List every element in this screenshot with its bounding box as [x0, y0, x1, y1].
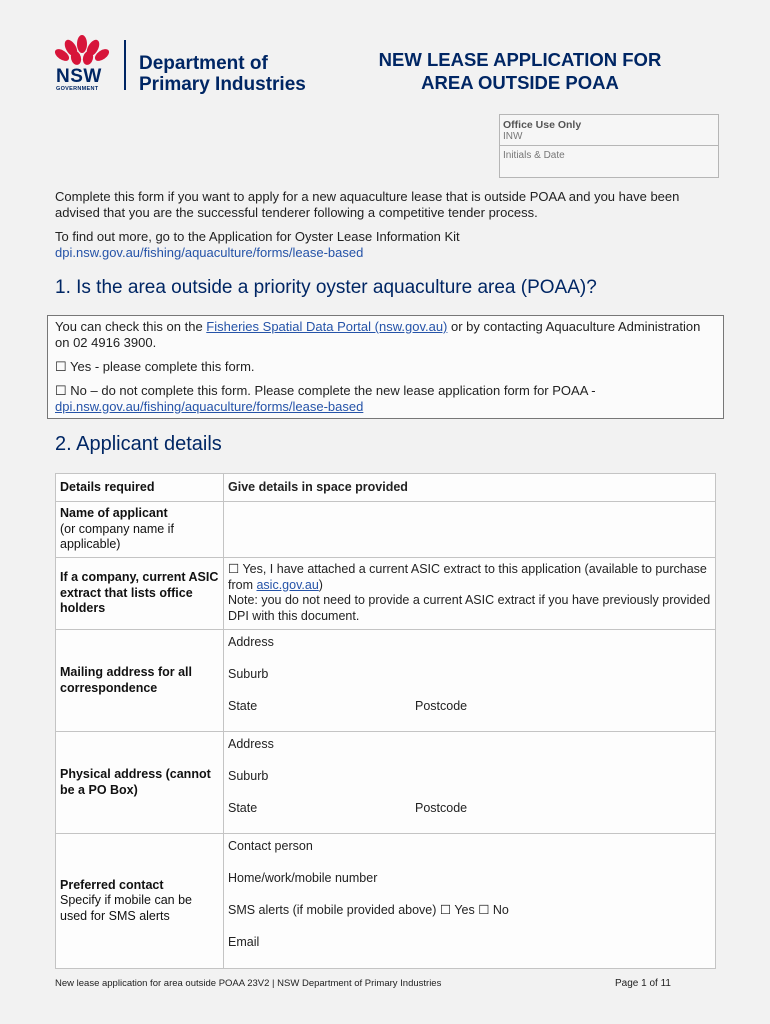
document-title: NEW LEASE APPLICATION FOR AREA OUTSIDE POAA [378, 49, 662, 93]
poaa-no-checkbox[interactable]: ☐ No – do not complete this form. Please complete the new lease application form for POAA - [55, 383, 596, 398]
contact-person-field[interactable]: Contact person [228, 839, 313, 853]
table-row [56, 502, 715, 558]
table-header-row [56, 474, 715, 502]
office-use-box [499, 114, 719, 178]
mail-state-field[interactable]: State [228, 699, 258, 713]
inw-field[interactable]: INW [503, 131, 523, 142]
poaa-form-link[interactable]: dpi.nsw.gov.au/fishing/aquaculture/forms/lease-based [55, 399, 364, 414]
intro-text: Complete this form if you want to apply for a new aquaculture lease that is outside POAA and you have been advised that you are the successful tenderer following a competitive tender process. To find out more, go to the Application for Oyster Lease Information Kit dpi.nsw.gov.au/fishing/aquaculture/forms/lease-based [55, 189, 680, 260]
name-label: Name of applicant [60, 506, 168, 521]
mailing-label: Mailing address for all correspondence [56, 630, 224, 731]
asic-label: If a company, current ASIC extract that lists office holders [56, 558, 224, 629]
table-row [56, 834, 715, 968]
phone-field[interactable]: Home/work/mobile number [228, 871, 378, 885]
poaa-check-box: You can check this on the Fisheries Spatial Data Portal (nsw.gov.au) or by contacting Aquaculture Administration on 02 4916 3900. ☐ Yes - please complete this form. ☐ No – do not complete this form. Please complete the new lease application form for POAA - dpi.nsw.gov.au/fishing/aquaculture/forms/lease-based [47, 315, 724, 419]
page-number: Page 1 of 11 [615, 978, 671, 989]
logo-sub: GOVERNMENT [56, 86, 99, 92]
asic-checkbox[interactable]: ☐ Yes, I have attached a current ASIC extract to this application (available to purchase from [228, 562, 707, 592]
section-2-heading: 2. Applicant details [55, 433, 222, 455]
logo-divider [124, 40, 126, 90]
table-row [56, 630, 715, 732]
logo-abbr: NSW [56, 66, 102, 87]
phys-state-field[interactable]: State [228, 801, 258, 815]
col-header-details: Details required [56, 474, 224, 501]
contact-label: Preferred contact [60, 877, 164, 892]
mail-postcode-field[interactable]: Postcode [415, 699, 468, 713]
name-sub: (or company name if applicable) [60, 521, 174, 552]
footer-text: New lease application for area outside POAA 23V2 | NSW Department of Primary Industries [55, 978, 442, 989]
info-kit-link[interactable]: dpi.nsw.gov.au/fishing/aquaculture/forms/lease-based [55, 245, 364, 260]
table-row: If a company, current ASIC extract that lists office holders ☐ Yes, I have attached a current ASIC extract to this application (available to purchase from asic.gov.au) Note: you do not need to provide a current ASIC extract if you have previously provided DPI with this document. [56, 558, 715, 630]
applicant-details-table [55, 473, 716, 969]
initials-date-field[interactable]: Initials & Date [503, 150, 565, 161]
sms-alerts-checkboxes[interactable]: SMS alerts (if mobile provided above) ☐ Yes ☐ No [228, 903, 509, 917]
table-row [56, 732, 715, 834]
office-use-label: Office Use Only [503, 119, 582, 131]
physical-label: Physical address (cannot be a PO Box) [56, 732, 224, 833]
contact-sub: Specify if mobile can be used for SMS alerts [60, 893, 193, 923]
phys-address-field[interactable]: Address [228, 737, 274, 751]
phys-postcode-field[interactable]: Postcode [415, 801, 468, 815]
waratah-logo-icon [52, 34, 112, 68]
section-1-heading: 1. Is the area outside a priority oyster aquaculture area (POAA)? [55, 277, 597, 298]
department-name: Department of Primary Industries [139, 53, 306, 95]
phys-suburb-field[interactable]: Suburb [228, 769, 269, 783]
asic-link[interactable]: asic.gov.au [256, 577, 319, 592]
email-field[interactable]: Email [228, 935, 260, 949]
mail-address-field[interactable]: Address [228, 635, 274, 649]
spatial-portal-link[interactable]: Fisheries Spatial Data Portal (nsw.gov.au) [206, 319, 448, 334]
mail-suburb-field[interactable]: Suburb [228, 667, 269, 681]
col-header-give: Give details in space provided [228, 479, 408, 494]
name-input[interactable] [224, 502, 715, 557]
asic-note: Note: you do not need to provide a current ASIC extract if you have previously provided DPI with this document. [228, 593, 711, 623]
poaa-yes-checkbox[interactable]: ☐ Yes - please complete this form. [55, 359, 255, 374]
